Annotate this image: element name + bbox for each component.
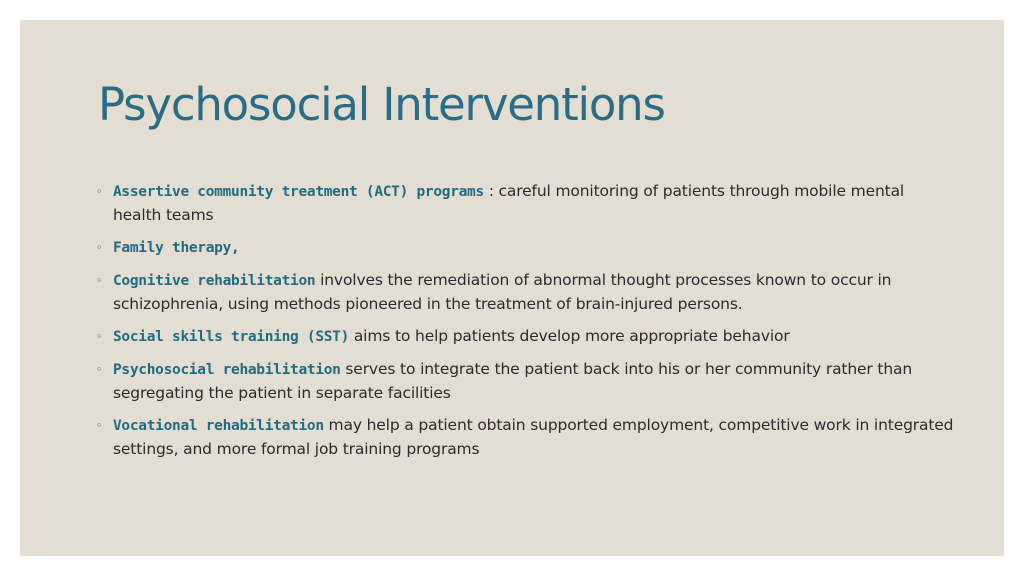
bullet-marker: ◦ (96, 185, 103, 198)
bullet-term: Cognitive rehabilitation (113, 273, 316, 289)
bullet-marker: ◦ (96, 330, 103, 343)
slide-title: Psychosocial Interventions (98, 78, 665, 131)
bullet-item-vocational-rehabilitation (96, 414, 956, 461)
bullet-item-social-skills-training (96, 325, 956, 349)
slide (20, 20, 1004, 556)
bullet-term: Family therapy, (113, 240, 240, 256)
bullet-item-family-therapy (96, 236, 956, 260)
bullet-item-act (96, 180, 956, 227)
bullet-term: Assertive community treatment (ACT) programs (113, 184, 484, 200)
bullet-term: Vocational rehabilitation (113, 418, 324, 434)
bullet-marker: ◦ (96, 241, 103, 254)
bullet-item-cognitive-rehabilitation (96, 269, 956, 316)
bullet-term: Social skills training (SST) (113, 329, 350, 345)
bullet-marker: ◦ (96, 419, 103, 432)
bullet-marker: ◦ (96, 363, 103, 376)
bullet-text: involves the remediation of abnormal thought processes known to occur in schizophrenia, using methods pioneered in the treatment of brain-injured persons. (113, 271, 892, 313)
bullet-text: : careful monitoring of patients through mobile mental health teams (113, 182, 905, 224)
bullet-marker: ◦ (96, 274, 103, 287)
bullet-term: Psychosocial rehabilitation (113, 362, 341, 378)
bullet-text: serves to integrate the patient back into his or her community rather than segregating the patient in separate facilities (113, 360, 913, 402)
bullet-list (96, 180, 956, 470)
bullet-text: aims to help patients develop more appropriate behavior (349, 327, 790, 345)
bullet-item-psychosocial-rehabilitation (96, 358, 956, 405)
bullet-text: may help a patient obtain supported employment, competitive work in integrated settings, and more formal job training programs (113, 416, 954, 458)
